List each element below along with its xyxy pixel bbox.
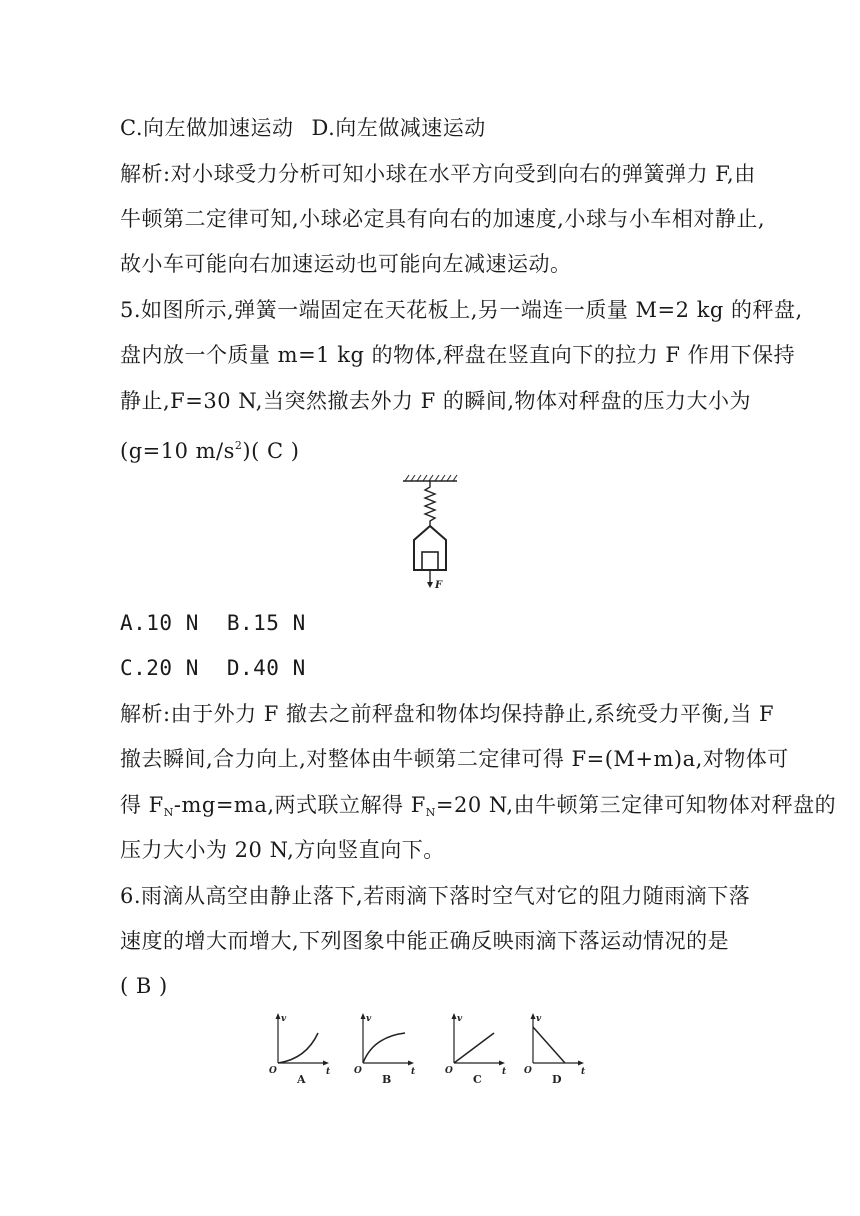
y-axis-label: v xyxy=(366,1014,372,1024)
graph-curve xyxy=(278,1033,318,1063)
analysis-5-line-1: 解析:由于外力 F 撤去之前秤盘和物体均保持静止,系统受力平衡,当 F xyxy=(120,702,775,726)
x-axis-arrow-icon xyxy=(323,1061,329,1066)
question-6-line-1: 6.雨滴从高空由静止落下,若雨滴下落时空气对它的阻力随雨滴下落 xyxy=(120,884,751,908)
y-axis-arrow-icon xyxy=(531,1013,536,1019)
origin-label: O xyxy=(269,1066,277,1076)
x-axis-arrow-icon xyxy=(408,1061,414,1066)
question-5-options-ab xyxy=(120,609,306,637)
y-axis-arrow-icon xyxy=(361,1013,366,1019)
analysis-4-line-3: 故小车可能向右加速运动也可能向左减速运动。 xyxy=(120,252,572,276)
origin-label: O xyxy=(354,1066,362,1076)
spring-scale-figure xyxy=(395,474,465,594)
x-axis-label: t xyxy=(326,1067,331,1077)
panel-label: B xyxy=(382,1073,392,1086)
x-axis-arrow-icon xyxy=(499,1061,505,1066)
graph-curve xyxy=(454,1033,494,1063)
x-axis-label: t xyxy=(411,1067,416,1077)
ceiling xyxy=(403,475,457,481)
graph-curve xyxy=(533,1027,565,1063)
panel-label: A xyxy=(297,1073,306,1086)
force-label: F xyxy=(435,580,443,591)
panel-label: C xyxy=(473,1073,482,1086)
panel-label: D xyxy=(552,1073,562,1086)
question-4-options-cd xyxy=(120,114,486,142)
question-5-line-4: (g=10 $m/s^2$)( C ) xyxy=(120,439,300,463)
x-axis-label: t xyxy=(502,1067,507,1077)
question-5-line-3: 静止,F=30 N,当突然撤去外力 F 的瞬间,物体对秤盘的压力大小为 xyxy=(120,389,752,413)
y-axis-label: v xyxy=(457,1014,463,1024)
option-d: D.40 N xyxy=(226,656,306,680)
analysis-5-line-2: 撤去瞬间,合力向上,对整体由牛顿第二定律可得 F=(M+m)a,对物体可 xyxy=(120,747,789,771)
graph-curve xyxy=(363,1033,405,1063)
scale-pan xyxy=(414,526,446,570)
origin-label: O xyxy=(524,1066,532,1076)
x-axis-label: t xyxy=(581,1067,586,1077)
option-a: A.10 N xyxy=(120,611,199,635)
y-axis-label: v xyxy=(536,1014,542,1024)
object-block xyxy=(422,552,438,570)
spring xyxy=(425,481,435,526)
analysis-5-line-3: 得 $F_N-mg=ma$,两式联立解得 $F_N=20$ N,由牛顿第三定律可知物体对秤盘的 xyxy=(120,793,837,819)
y-axis-arrow-icon xyxy=(452,1013,457,1019)
question-5-line-1: 5.如图所示,弹簧一端固定在天花板上,另一端连一质量 M=2 kg 的秤盘, xyxy=(120,298,803,322)
velocity-time-graphs-figure xyxy=(268,1010,598,1090)
y-axis-label: v xyxy=(281,1014,287,1024)
question-6-line-2: 速度的增大而增大,下列图象中能正确反映雨滴下落运动情况的是 xyxy=(120,929,730,953)
answer-5: )( C ) xyxy=(242,439,300,463)
origin-label: O xyxy=(445,1066,453,1076)
question-5-line-2: 盘内放一个质量 m=1 kg 的物体,秤盘在竖直向下的拉力 F 作用下保持 xyxy=(120,343,796,367)
option-b: B.15 N xyxy=(226,611,306,635)
analysis-5-line-4: 压力大小为 20 N,方向竖直向下。 xyxy=(120,838,445,862)
option-c: C.向左做加速运动 xyxy=(120,116,294,140)
analysis-4-line-1: 解析:对小球受力分析可知小球在水平方向受到向右的弹簧弹力 F,由 xyxy=(120,162,756,186)
question-5-options-cd xyxy=(120,654,306,682)
answer-6: ( B ) xyxy=(120,974,168,998)
y-axis-arrow-icon xyxy=(276,1013,281,1019)
option-c: C.20 N xyxy=(120,656,199,680)
option-d: D.向左做减速运动 xyxy=(311,116,486,140)
analysis-4-line-2: 牛顿第二定律可知,小球必定具有向右的加速度,小球与小车相对静止, xyxy=(120,207,766,231)
x-axis-arrow-icon xyxy=(578,1061,584,1066)
